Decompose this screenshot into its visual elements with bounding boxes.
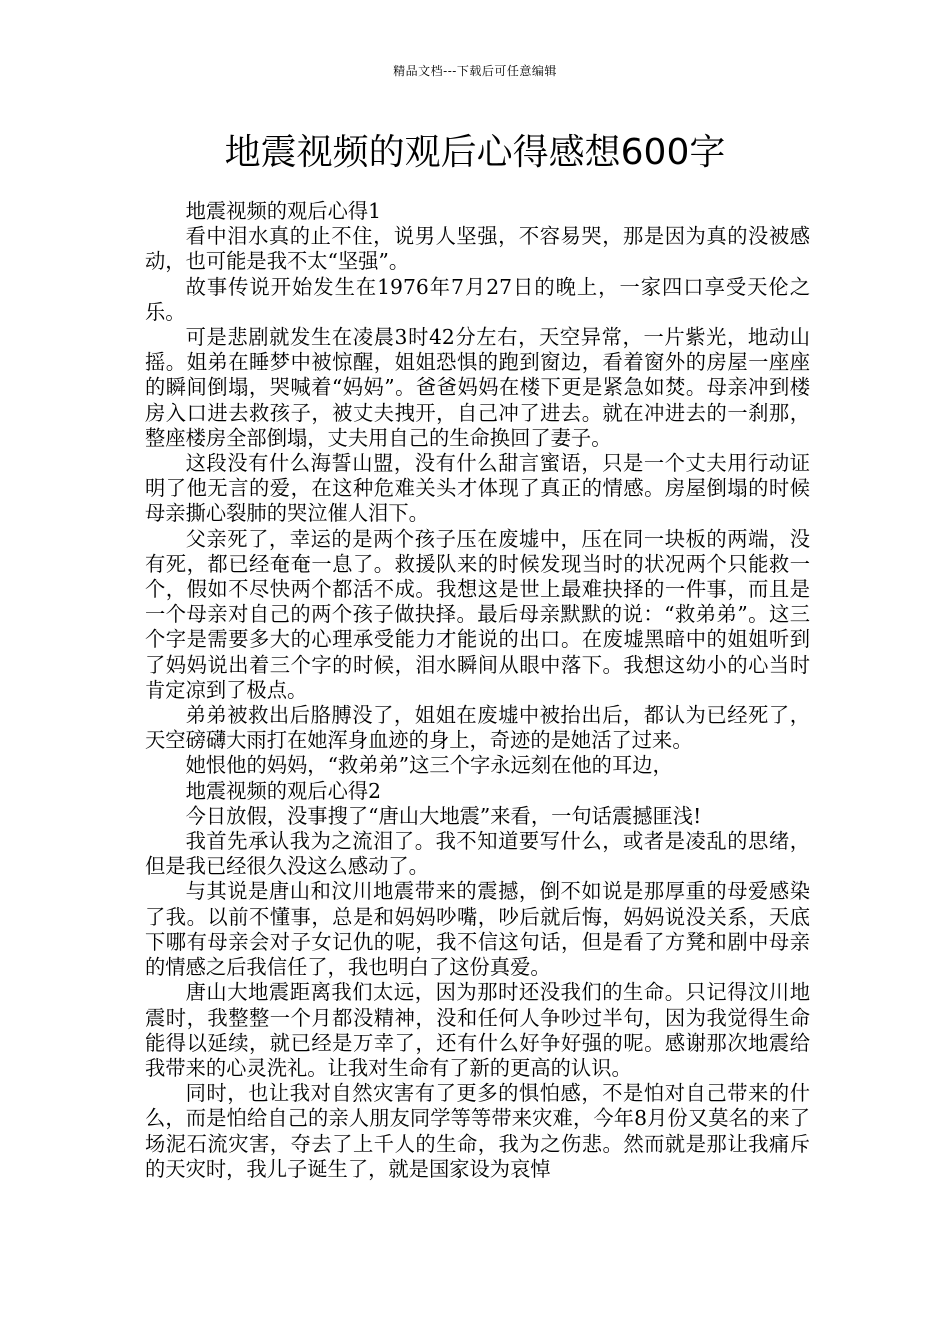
paragraph: 可是悲剧就发生在凌晨3时42分左右，天空异常，一片紫光，地动山摇。姐弟在睡梦中被惊醒，姐姐恐惧的跑到窗边，看着窗外的房屋一座座的瞬间倒塌，哭喊着“妈妈”。爸爸妈妈在楼下更是紧急如焚。母亲冲到楼房入口进去救孩子，被丈夫拽开，自己冲了进去。就在冲进去的一刹那，整座楼房全部倒塌，丈夫用自己的生命换回了妻子。 <box>145 325 810 450</box>
paragraph: 唐山大地震距离我们太远，因为那时还没我们的生命。只记得汶川地震时，我整整一个月都没精神，没和任何人争吵过半句，因为我觉得生命能得以延续，就已经是万幸了，还有什么好争好强的呢。感谢那次地震给我带来的心灵洗礼。让我对生命有了新的更高的认识。 <box>145 980 810 1080</box>
paragraph: 这段没有什么海誓山盟，没有什么甜言蜜语，只是一个丈夫用行动证明了他无言的爱，在这种危难关头才体现了真正的情感。房屋倒塌的时候母亲撕心裂肺的哭泣催人泪下。 <box>145 451 810 526</box>
section-heading-2: 地震视频的观后心得2 <box>185 778 382 803</box>
paragraph: 故事传说开始发生在1976年7月27日的晚上，一家四口享受天伦之乐。 <box>145 274 810 324</box>
paragraph: 与其说是唐山和汶川地震带来的震撼，倒不如说是那厚重的母爱感染了我。以前不懂事，总是和妈妈吵嘴，吵后就后悔，妈妈说没关系，天底下哪有母亲会对子女记仇的呢，我不信这句话，但是看了方凳和剧中母亲的情感之后我信任了，我也明白了这份真爱。 <box>145 879 810 980</box>
section-heading-1: 地震视频的观后心得1 <box>185 199 382 223</box>
document-body <box>145 199 810 1182</box>
paragraph: 弟弟被救出后胳膊没了，姐姐在废墟中被抬出后，都认为已经死了，天空磅礴大雨打在她浑身血迹的身上，奇迹的是她活了过来。 <box>145 703 810 753</box>
document-title: 地震视频的观后心得感想600字 <box>224 132 726 173</box>
paragraph: 看中泪水真的止不住，说男人坚强，不容易哭，那是因为真的没被感动，也可能是我不太“坚强”。 <box>145 224 810 274</box>
paragraph: 她恨他的妈妈，“救弟弟”这三个字永远刻在他的耳边， <box>185 753 673 778</box>
paragraph: 同时，也让我对自然灾害有了更多的惧怕感，不是怕对自己带来的什么，而是怕给自己的亲人朋友同学等等带来灾难，今年8月份又莫名的来了场泥石流灾害，夺去了上千人的生命，我为之伤悲。然而就是那让我痛斥的天灾时，我儿子诞生了，就是国家设为哀悼 <box>145 1081 810 1181</box>
header-note: 精品文档---下载后可任意编辑 <box>393 64 557 78</box>
paragraph: 今日放假，没事搜了“唐山大地震”来看，一句话震撼匪浅! <box>185 803 702 828</box>
paragraph: 我首先承认我为之流泪了。我不知道要写什么，或者是凌乱的思绪，但是我已经很久没这么感动了。 <box>145 829 810 879</box>
paragraph: 父亲死了，幸运的是两个孩子压在废墟中，压在同一块板的两端，没有死，都已经奄奄一息了。救援队来的时候发现当时的状况两个只能救一个，假如不尽快两个都活不成。我想这是世上最难抉择的一件事，而且是一个母亲对自己的两个孩子做抉择。最后母亲默默的说：“救弟弟”。这三个字是需要多大的心理承受能力才能说的出口。在废墟黑暗中的姐姐听到了妈妈说出着三个字的时候，泪水瞬间从眼中落下。我想这幼小的心当时肯定凉到了极点。 <box>145 526 810 702</box>
